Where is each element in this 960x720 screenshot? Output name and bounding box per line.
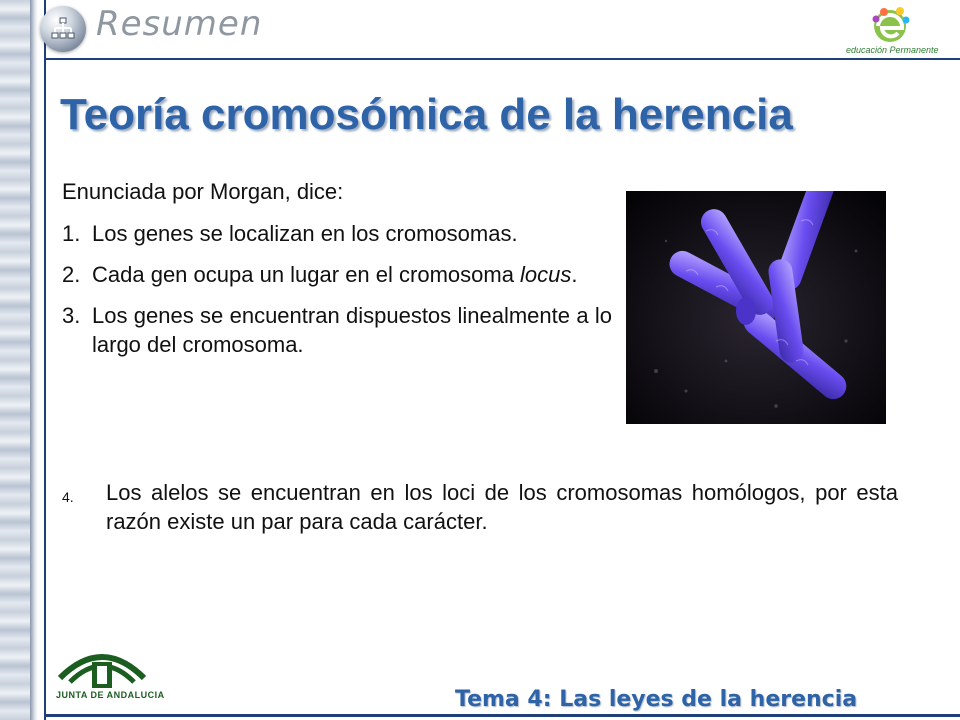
- list-number: 2.: [62, 262, 81, 287]
- chromosome-image: [626, 191, 886, 424]
- list-number: 4.: [62, 489, 74, 505]
- list-text: [92, 260, 612, 289]
- list-text: Los alelos se encuentran en los loci de los cromosomas homólogos, por esta razón existe un par para cada carácter.: [106, 480, 898, 534]
- list-text-end: .: [571, 262, 578, 287]
- list-item: [62, 219, 612, 248]
- sitemap-icon: [40, 6, 86, 52]
- list-item: [62, 478, 898, 536]
- locus-term: locus: [520, 262, 572, 287]
- list-text: Los genes se localizan en los cromosomas.: [92, 221, 518, 246]
- list-number: 1.: [62, 221, 81, 246]
- header-title: Resumen: [96, 4, 263, 44]
- numbered-list: [62, 219, 612, 371]
- list-item: [62, 260, 612, 289]
- slide-title: Teoría cromosómica de la herencia: [60, 90, 793, 139]
- header-rule: [44, 58, 960, 60]
- footer-title: Tema 4: Las leyes de la herencia: [455, 687, 858, 712]
- left-decorative-border: [0, 0, 30, 720]
- list-number: 3.: [62, 303, 81, 328]
- edu-logo-text: educación Permanente: [846, 45, 939, 55]
- junta-logo-text: JUNTA DE ANDALUCIA: [56, 690, 165, 700]
- footer-rule: [44, 714, 960, 717]
- list-item: [62, 301, 612, 359]
- list-text-main: Cada gen ocupa un lugar en el cromosoma: [92, 262, 521, 287]
- left-rule: [44, 0, 46, 720]
- left-border-shade: [30, 0, 38, 720]
- intro-text: Enunciada por Morgan, dice:: [62, 179, 344, 204]
- list-text: Los genes se encuentran dispuestos linealmente a lo largo del cromosoma.: [92, 303, 612, 357]
